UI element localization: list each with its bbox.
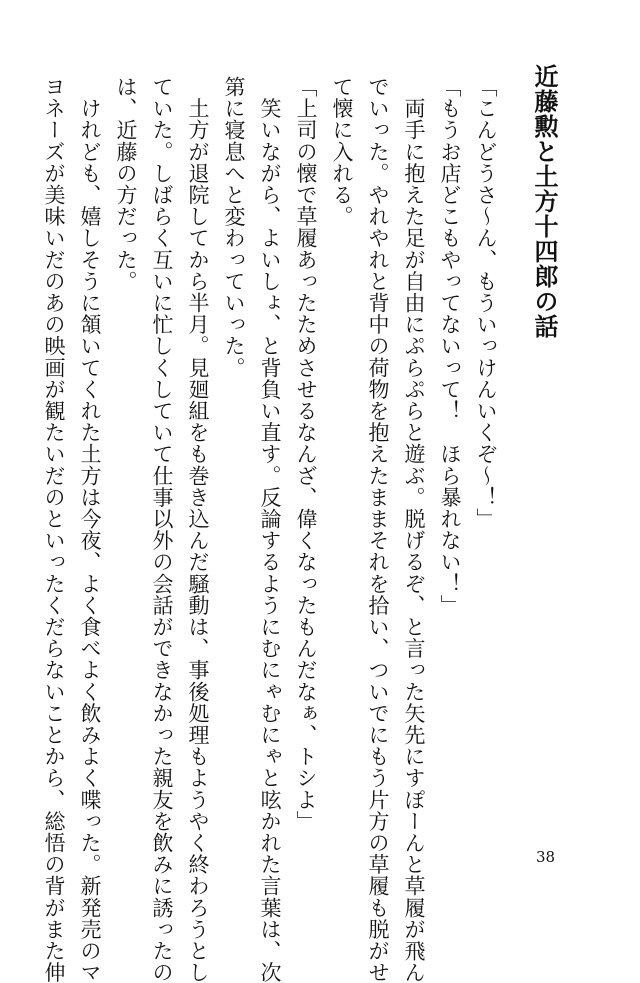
text-column: 第に寝息へと変わっていった。 [222,76,246,379]
text-column: でいった。やれやれと背中の荷物を抱えたままそれを拾い、ついでにもう片方の草履も脱がせ [366,76,390,983]
text-column: て懐に入れる。 [330,76,354,228]
text-column: は、近藤の方だった。 [114,76,138,292]
text-column: ていた。しばらく互いに忙しくしていて仕事以外の会話ができなかった親友を飲みに誘ったの [150,76,174,983]
text-column: 両手に抱えた足が自由にぷらぷらと遊ぶ。脱げるぞ、と言った矢先にすぽーんと草履が飛ん [402,76,426,983]
text-column: 「こんどうさ〜ん、もういっけんいくぞ〜！」 [474,76,498,530]
chapter-title: 近藤勲と土方十四郎の話 [530,64,558,339]
text-column: 「上司の懐で草履あったためさせるなんざ、偉くなったもんだなぁ、トシよ」 [294,76,318,832]
text-column: 笑いながら、よいしょ、と背負い直す。反論するようにむにゃむにゃと呟かれた言葉は、次 [258,76,282,983]
text-column: けれども、嬉しそうに頷いてくれた土方は今夜、よく食べよく飲みよく喋った。新発売のマ [78,76,102,983]
page-number: 38 [536,848,556,866]
text-column: 土方が退院してから半月。見廻組をも巻き込んだ騒動は、事後処理もようやく終わろうとし [186,76,210,983]
body-text [42,76,504,983]
text-column: 「もうお店どこもやってないって！ ほら暴れない！」 [438,76,462,616]
text-column: ヨネーズが美味いだのあの映画が観たいだのといったくだらないことから、総悟の背がまた伸 [42,76,66,983]
